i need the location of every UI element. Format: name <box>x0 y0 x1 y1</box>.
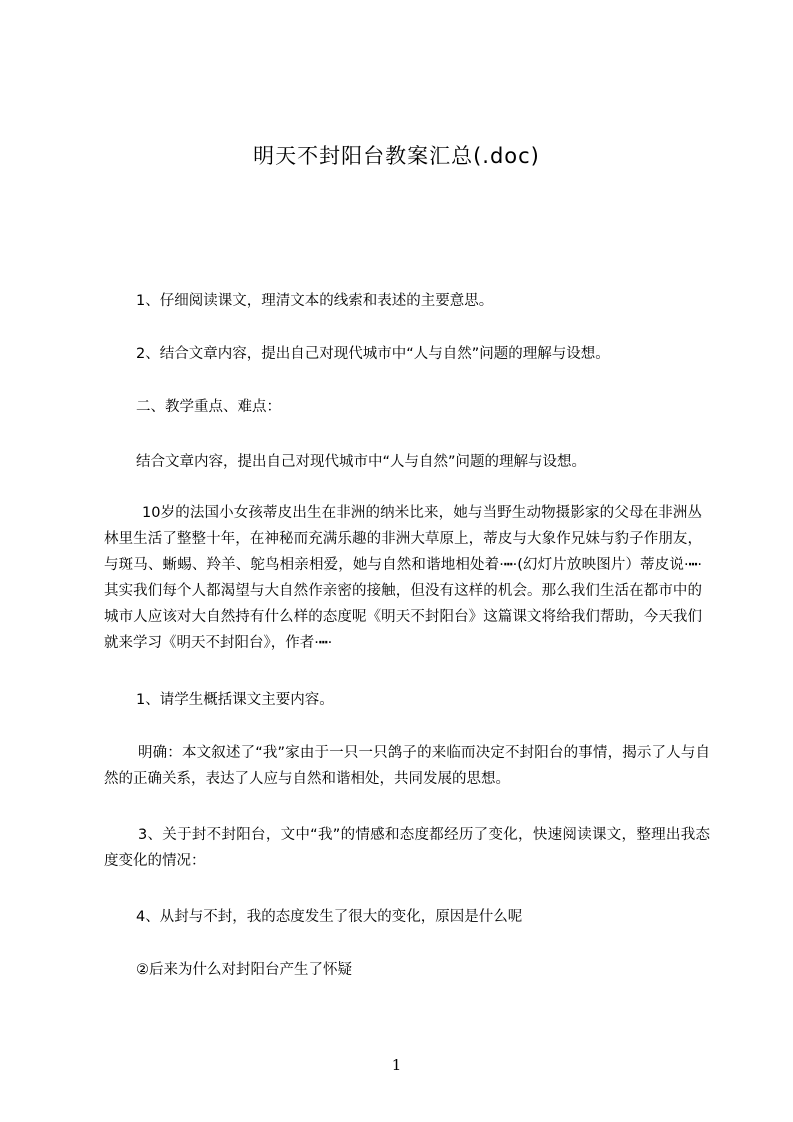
paragraph-question-2: ②后来为什么对封阳台产生了怀疑 <box>136 962 352 978</box>
page-number: 1 <box>391 1056 402 1074</box>
paragraph-answer: 明确：本文叙述了“我”家由于一只一只鸽子的来临而决定不封阳台的事情，揭示了人与自然的正确关系，表达了人应与自然和谐相处，共同发展的思想。 <box>104 745 710 787</box>
paragraph-introduction: 10岁的法国小女孩蒂皮出生在非洲的纳米比来，她与当野生动物摄影家的父母在非洲丛林里生活了整整十年，在神秘而充满乐趣的非洲大草原上，蒂皮与大象作兄妹与豹子作朋友，与斑马、蜥蜴、羚羊、鸵鸟相亲相爱，她与自然和谐地相处着·┅·(幻灯片放映图片）蒂皮说·┅·其实我们每个人都渴望与大自然作亲密的接触，但没有这样的机会。那么我们生活在都市中的城市人应该对大自然持有什么样的态度呢《明天不封阳台》这篇课文将给我们帮助，今天我们就来学习《明天不封阳台》，作者·┅· <box>104 505 702 651</box>
paragraph-task-1: 1、请学生概括课文主要内容。 <box>136 692 334 708</box>
paragraph-objective-1: 1、仔细阅读课文，理清文本的线索和表述的主要意思。 <box>136 293 494 309</box>
section-heading-key-points: 二、教学重点、难点： <box>136 399 281 415</box>
document-title: 明天不封阳台教案汇总(.doc) <box>253 144 540 168</box>
paragraph-objective-2: 2、结合文章内容，提出自己对现代城市中“人与自然”问题的理解与设想。 <box>136 346 610 362</box>
paragraph-task-4: 4、从封与不封，我的态度发生了很大的变化，原因是什么呢 <box>136 909 523 925</box>
paragraph-key-point: 结合文章内容，提出自己对现代城市中“人与自然”问题的理解与设想。 <box>136 454 587 470</box>
paragraph-task-3: 3、关于封不封阳台，文中“我”的情感和态度都经历了变化，快速阅读课文，整理出我态度变化的情况： <box>104 827 710 869</box>
